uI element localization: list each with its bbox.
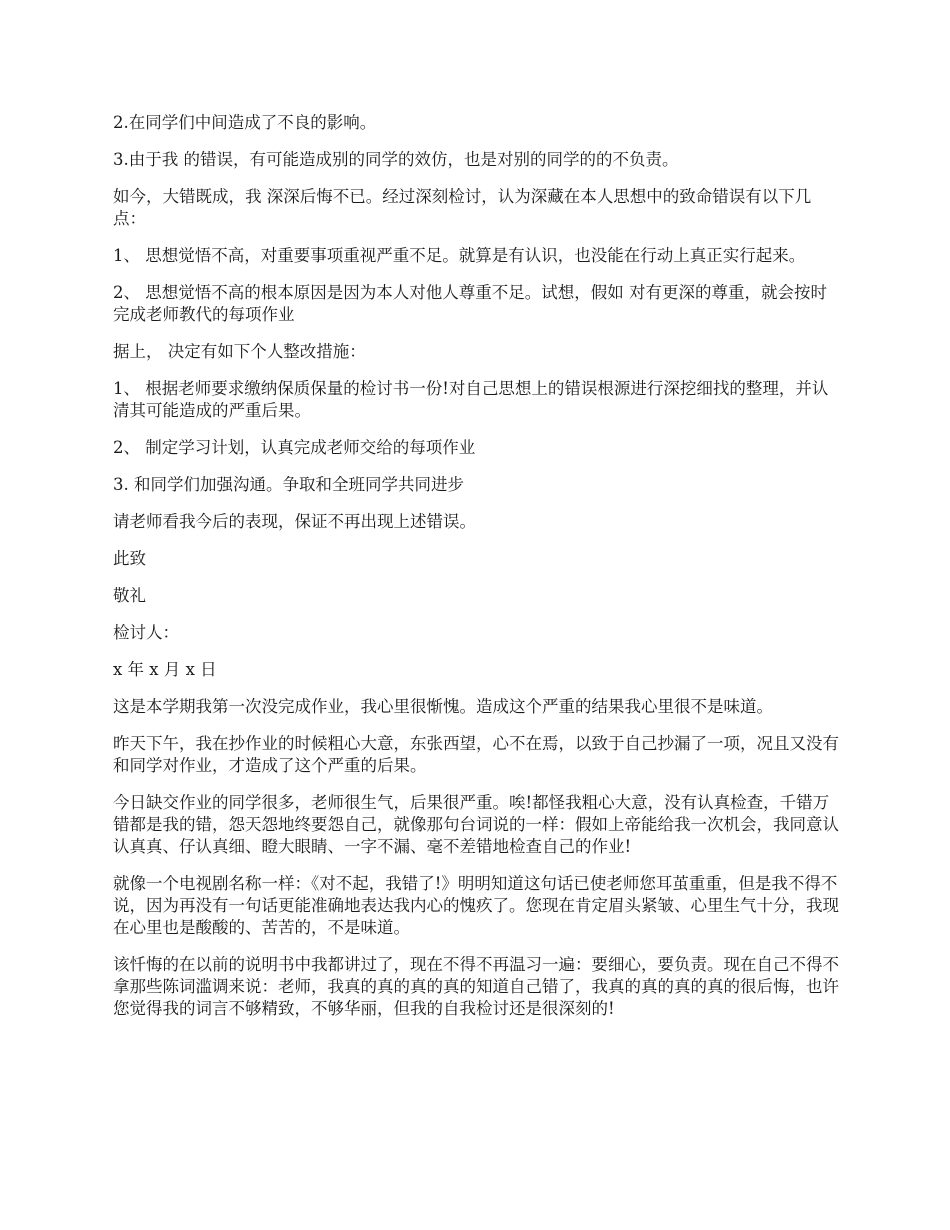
paragraph-3: 如今，大错既成，我 深深后悔不已。经过深刻检讨，认为深藏在本人思想中的致命错误有以下几点： xyxy=(113,187,812,228)
signature-label: 检讨人： xyxy=(113,623,179,642)
paragraph-10: 请老师看我今后的表现，保证不再出现上述错误。 xyxy=(113,512,476,531)
paragraph-2: 3.由于我 的错误，有可能造成别的同学的效仿，也是对别的同学的的不负责。 xyxy=(113,150,679,169)
document-body xyxy=(113,112,840,1035)
paragraph-1: 2.在同学们中间造成了不良的影响。 xyxy=(113,113,377,132)
date-line: x 年 x 月 x 日 xyxy=(113,660,217,679)
paragraph-19: 该忏悔的在以前的说明书中我都讲过了，现在不得不再温习一遍：要细心，要负责。现在自己不得不拿那些陈词滥调来说：老师，我真的真的真的真的知道自己错了，我真的真的真的真的很后悔，也许您觉得我的词言不够精致，不够华丽，但我的自我检讨还是很深刻的! xyxy=(113,955,839,1018)
paragraph-4: 1、 思想觉悟不高，对重要事项重视严重不足。就算是有认识，也没能在行动上真正实行起来。 xyxy=(113,246,806,265)
paragraph-18: 就像一个电视剧名称一样：《对不起，我错了!》明明知道这句话已使老师您耳茧重重，但是我不得不说，因为再没有一句话更能准确地表达我内心的愧疚了。您现在肯定眉头紧皱、心里生气十分，我现在心里也是酸酸的、苦苦的，不是味道。 xyxy=(113,874,839,937)
paragraph-9: 3. 和同学们加强沟通。争取和全班同学共同进步 xyxy=(113,475,464,494)
paragraph-5: 2、 思想觉悟不高的根本原因是因为本人对他人尊重不足。试想，假如 对有更深的尊重，就会按时完成老师教代的每项作业 xyxy=(113,283,827,324)
paragraph-6: 据上， 决定有如下个人整改措施： xyxy=(113,342,366,361)
paragraph-7: 1、 根据老师要求缴纳保质保量的检讨书一份!对自己思想上的错误根源进行深挖细找的整理，并认清其可能造成的严重后果。 xyxy=(113,379,829,420)
paragraph-17: 今日缺交作业的同学很多，老师很生气，后果很严重。唉!都怪我粗心大意，没有认真检查，千错万错都是我的错，怨天怨地终要怨自己，就像那句台词说的一样：假如上帝能给我一次机会，我同意认认真真、仔认真细、瞪大眼睛、一字不漏、毫不差错地检查自己的作业! xyxy=(113,793,839,856)
paragraph-16: 昨天下午，我在抄作业的时候粗心大意，东张西望，心不在焉，以致于自己抄漏了一项，况且又没有和同学对作业，才造成了这个严重的后果。 xyxy=(113,734,839,775)
paragraph-8: 2、 制定学习计划，认真完成老师交给的每项作业 xyxy=(113,438,476,457)
paragraph-15: 这是本学期我第一次没完成作业，我心里很惭愧。造成这个严重的结果我心里很不是味道。 xyxy=(113,697,773,716)
closing-salutation: 此致 xyxy=(113,549,146,568)
closing-regards: 敬礼 xyxy=(113,586,146,605)
